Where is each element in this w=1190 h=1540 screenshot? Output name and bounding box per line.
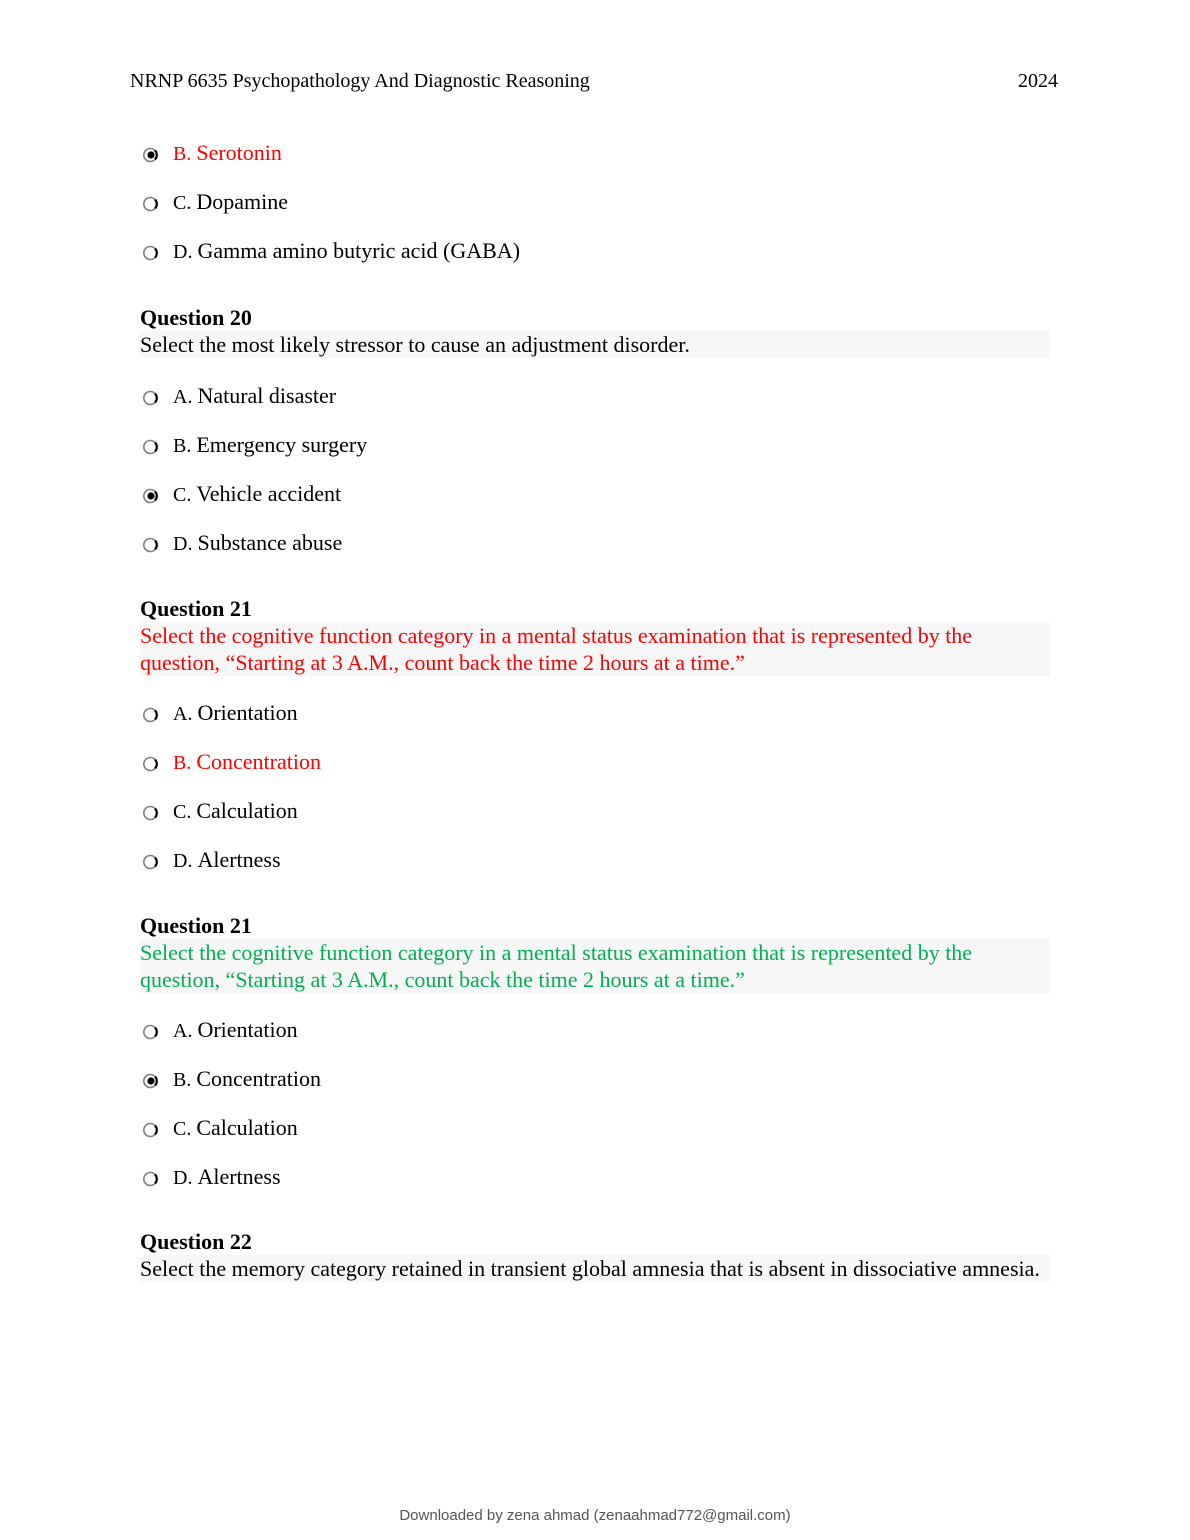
option-letter: D. (173, 533, 193, 555)
option-text: Natural disaster (197, 383, 337, 408)
question-text: Select the cognitive function category in a mental status examination that is represented by the question, “Starting at 3 A.M., count back the time 2 hours at a time.” (140, 622, 1050, 676)
option-text: Calculation (196, 798, 298, 823)
option-c[interactable] (140, 1115, 1050, 1164)
question-22 (140, 1229, 1050, 1282)
question-heading: Question 21 (140, 596, 252, 621)
option-text: Orientation (197, 1017, 298, 1042)
radio-unselected-icon[interactable] (143, 1025, 157, 1039)
option-letter: D. (173, 850, 193, 872)
question-heading: Question 20 (140, 305, 252, 330)
radio-unselected-icon[interactable] (143, 1172, 157, 1186)
option-b[interactable] (140, 1066, 1050, 1115)
option-a[interactable] (140, 700, 1050, 749)
radio-selected-icon[interactable] (143, 148, 157, 162)
page-header (130, 70, 1058, 93)
radio-unselected-icon[interactable] (143, 855, 157, 869)
option-text: Alertness (197, 1164, 281, 1189)
radio-unselected-icon[interactable] (143, 708, 157, 722)
option-b[interactable] (140, 749, 1050, 798)
option-text: Alertness (197, 847, 281, 872)
option-prev-c[interactable] (140, 189, 1050, 238)
document-title: NRNP 6635 Psychopathology And Diagnostic Reasoning (130, 70, 590, 92)
option-text: Emergency surgery (196, 432, 368, 457)
option-letter: A. (173, 386, 193, 408)
option-d[interactable] (140, 847, 1050, 896)
option-c[interactable] (140, 481, 1050, 530)
radio-unselected-icon[interactable] (143, 806, 157, 820)
radio-unselected-icon[interactable] (143, 246, 157, 260)
radio-unselected-icon[interactable] (143, 440, 157, 454)
question-20 (140, 305, 1050, 579)
option-prev-b[interactable] (140, 140, 1050, 189)
radio-unselected-icon[interactable] (143, 1123, 157, 1137)
question-21-second (140, 913, 1050, 1213)
option-letter: D. (173, 1167, 193, 1189)
option-text: Gamma amino butyric acid (GABA) (197, 238, 521, 263)
option-letter: A. (173, 1020, 193, 1042)
question-text: Select the memory category retained in transient global amnesia that is absent in dissociative amnesia. (140, 1255, 1050, 1282)
radio-dot (147, 151, 154, 158)
option-text: Vehicle accident (196, 481, 342, 506)
radio-unselected-icon[interactable] (143, 391, 157, 405)
option-text: Dopamine (196, 189, 288, 214)
option-text: Orientation (197, 700, 298, 725)
radio-selected-icon[interactable] (143, 489, 157, 503)
radio-dot (147, 1077, 154, 1084)
radio-unselected-icon[interactable] (143, 757, 157, 771)
option-letter: D. (173, 241, 193, 263)
radio-selected-icon[interactable] (143, 1074, 157, 1088)
option-letter: B. (173, 1069, 192, 1091)
radio-unselected-icon[interactable] (143, 538, 157, 552)
option-text: Concentration (196, 749, 321, 774)
option-text: Substance abuse (197, 530, 343, 555)
question-text: Select the most likely stressor to cause an adjustment disorder. (140, 331, 1050, 358)
option-letter: B. (173, 752, 192, 774)
radio-unselected-icon[interactable] (143, 197, 157, 211)
radio-dot (147, 492, 154, 499)
option-letter: C. (173, 801, 192, 823)
option-a[interactable] (140, 383, 1050, 432)
option-letter: B. (173, 143, 192, 165)
option-a[interactable] (140, 1017, 1050, 1066)
option-letter: A. (173, 703, 193, 725)
option-c[interactable] (140, 798, 1050, 847)
option-d[interactable] (140, 1164, 1050, 1213)
option-letter: C. (173, 1118, 192, 1140)
option-letter: B. (173, 435, 192, 457)
option-text: Concentration (196, 1066, 321, 1091)
option-b[interactable] (140, 432, 1050, 481)
option-letter: C. (173, 484, 192, 506)
question-heading: Question 22 (140, 1229, 252, 1254)
option-text: Calculation (196, 1115, 298, 1140)
option-prev-d[interactable] (140, 238, 1050, 287)
question-21-first (140, 596, 1050, 896)
option-d[interactable] (140, 530, 1050, 579)
option-text: Serotonin (196, 140, 282, 165)
option-letter: C. (173, 192, 192, 214)
download-footer: Downloaded by zena ahmad (zenaahmad772@gmail.com) (399, 1507, 791, 1524)
document-year: 2024 (1018, 70, 1058, 92)
question-heading: Question 21 (140, 913, 252, 938)
prev-options (140, 140, 1050, 287)
question-text: Select the cognitive function category in a mental status examination that is represented by the question, “Starting at 3 A.M., count back the time 2 hours at a time.” (140, 939, 1050, 993)
